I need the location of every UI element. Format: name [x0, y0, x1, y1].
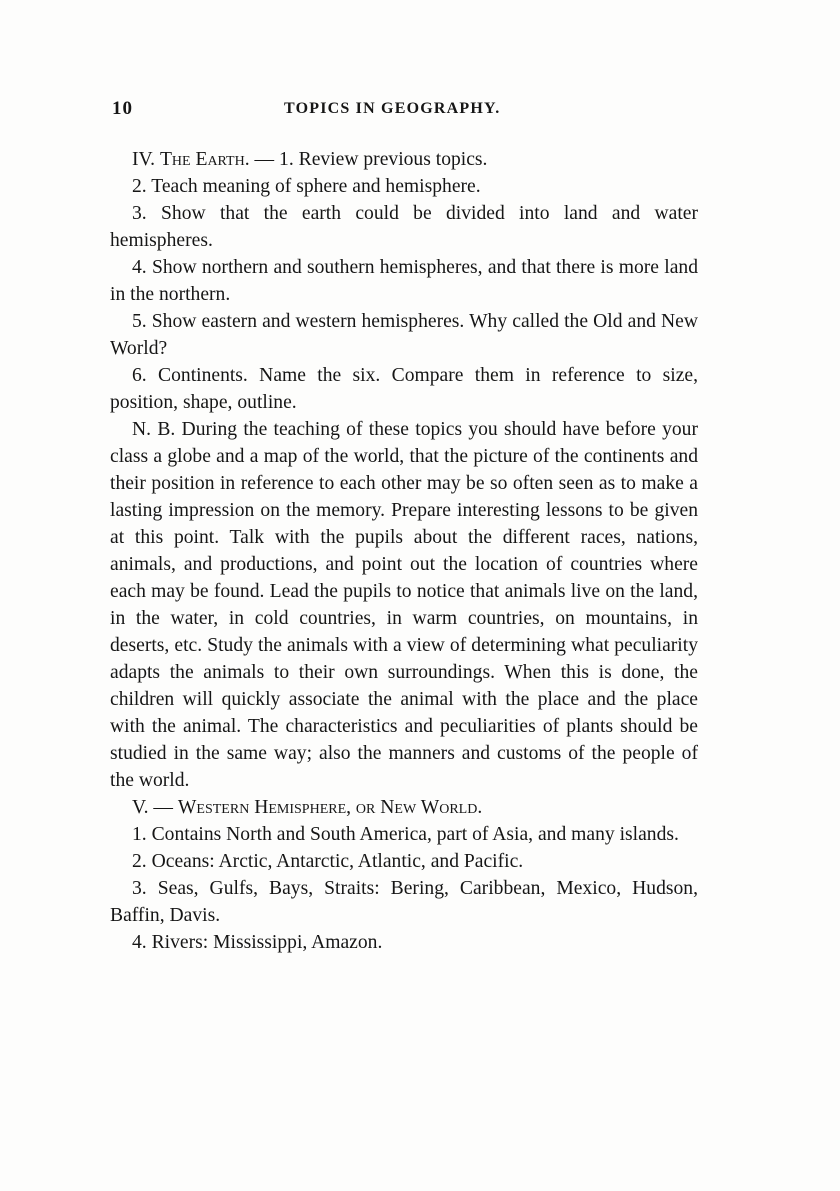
section-iv-label: IV.	[132, 149, 156, 170]
teaching-note: N. B. During the teaching of these topics you should have before your class a globe and a map of the world, that the picture of the continents and their position in reference to each other may be so often seen as to make a lasting impression on the memory. Prepare interesting lessons to be given at this point. Talk with the pupils about the different races, nations, animals, and productions, and point out the location of countries where each may be found. Lead the pupils to notice that animals live on the land, in the water, in cold countries, in warm countries, on mountains, in deserts, etc. Study the animals with a view of determining what peculiarity adapts the animals to their own surroundings. When this is done, the children will quickly associate the animal with the place and the place with the animal. The characteristics and peculiarities of plants should be studied in the same way; also the manners and customs of the people of the world.	[110, 419, 698, 791]
section-iv-item-6: 6. Continents. Name the six. Compare them in reference to size, position, shape, outline.	[110, 365, 698, 413]
section-v-item-3: 3. Seas, Gulfs, Bays, Straits: Bering, Caribbean, Mexico, Hudson, Baffin, Davis.	[110, 878, 698, 926]
section-iv-dash: — 1.	[254, 149, 294, 170]
section-iv-item-4: 4. Show northern and southern hemispheres, and that there is more land in the northern.	[110, 257, 698, 305]
body-text	[110, 146, 698, 956]
section-v-item-4: 4. Rivers: Mississippi, Amazon.	[132, 932, 383, 953]
section-iv-title: The Earth.	[159, 149, 250, 170]
section-v-heading	[110, 794, 698, 821]
section-iv-item-3: 3. Show that the earth could be divided into land and water hemispheres.	[110, 203, 698, 251]
page-header	[112, 98, 698, 128]
section-v-label: V. —	[132, 797, 174, 818]
section-v-title: Western Hemisphere, or New World.	[177, 797, 483, 818]
section-iv-item-2: 2. Teach meaning of sphere and hemisphere.	[132, 176, 481, 197]
section-iv-item-5: 5. Show eastern and western hemispheres. Why called the Old and New World?	[110, 311, 698, 359]
running-head: TOPICS IN GEOGRAPHY.	[284, 100, 501, 117]
section-iv-heading	[110, 146, 698, 173]
section-v-item-1: 1. Contains North and South America, part of Asia, and many islands.	[132, 824, 679, 845]
page-number: 10	[112, 98, 133, 119]
section-iv-item-1: Review previous topics.	[298, 149, 488, 170]
section-v-item-2: 2. Oceans: Arctic, Antarctic, Atlantic, and Pacific.	[132, 851, 524, 872]
